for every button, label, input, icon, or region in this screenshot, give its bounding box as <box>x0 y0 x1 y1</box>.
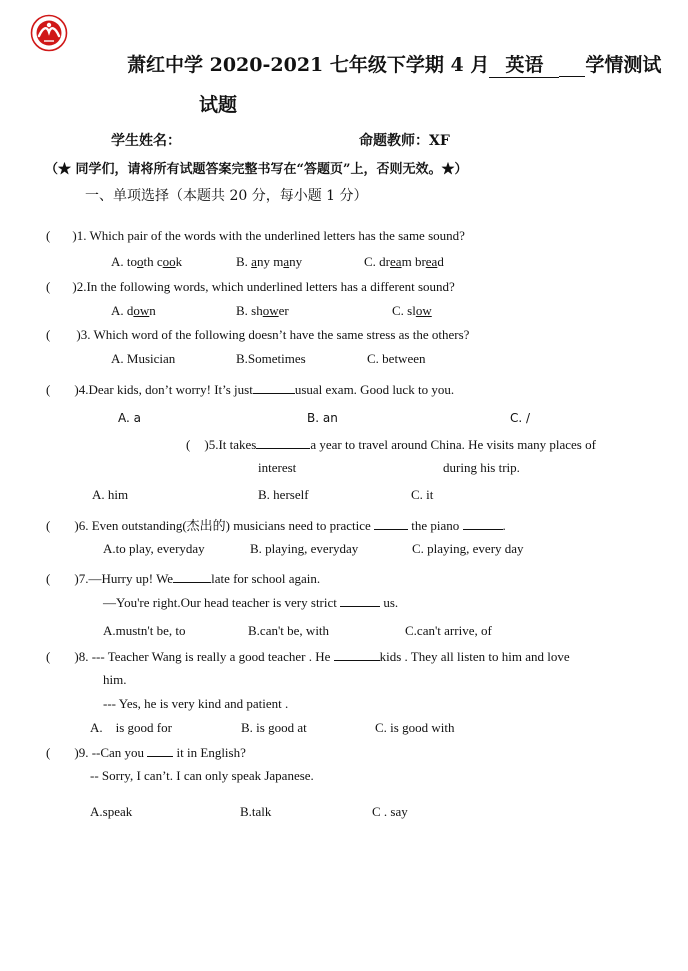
school-logo <box>30 14 68 52</box>
q5-option-b[interactable]: B. herself <box>258 487 309 502</box>
q4-option-b[interactable]: B. an <box>307 411 338 425</box>
q9-option-c[interactable]: C . say <box>372 804 408 819</box>
q6-option-c[interactable]: C. playing, every day <box>412 541 524 556</box>
q3-option-c[interactable]: C. between <box>367 351 426 366</box>
q7-option-b[interactable]: B.can't be, with <box>248 623 330 638</box>
q7-option-a[interactable]: A.mustn't be, to <box>103 623 186 638</box>
q8-option-c[interactable]: C. is good with <box>375 720 455 735</box>
subject-field: 英语 <box>489 50 559 78</box>
question-5-line2: interest <box>258 460 297 475</box>
question-3: ( )3. Which word of the following doesn’t have the same stress as the others? <box>46 327 470 342</box>
q2-option-b[interactable]: B. shower <box>236 303 289 318</box>
question-7: ( )7.—Hurry up! We late for school again. <box>46 571 321 586</box>
student-name-label: 学生姓名： <box>111 133 181 149</box>
question-4: ( )4.Dear kids, don’t worry! It’s just usual exam. Good luck to you. <box>46 382 455 397</box>
q7-option-c[interactable]: C.can't arrive, of <box>405 623 492 638</box>
q2-option-c[interactable]: C. slow <box>392 303 432 318</box>
question-8-reply: --- Yes, he is very kind and patient . <box>103 696 289 711</box>
q8-option-b[interactable]: B. is good at <box>241 720 307 735</box>
question-5: ( )5.It takes a year to travel around China. He visits many places of <box>186 437 596 452</box>
question-2: ( )2.In the following words, which underlined letters has a different sound? <box>46 279 455 294</box>
q9-option-b[interactable]: B.talk <box>240 804 272 819</box>
q5-option-c[interactable]: C. it <box>411 487 434 502</box>
q6-option-a[interactable]: A.to play, everyday <box>103 541 205 556</box>
q8-option-a[interactable]: A. is good for <box>90 720 172 735</box>
question-6: ( )6. Even outstanding(杰出的) musicians need to practice the piano . <box>46 518 506 533</box>
q6-option-b[interactable]: B. playing, everyday <box>250 541 359 556</box>
exam-title-line2: 试题 <box>199 94 238 116</box>
q2-option-a[interactable]: A. down <box>111 303 156 318</box>
question-8-line2: him. <box>103 672 127 687</box>
section-heading: 一、单项选择（本题共 20 分，每小题 1 分） <box>85 188 368 204</box>
question-7-reply: —You're right.Our head teacher is very strict us. <box>103 595 399 610</box>
exam-title: 萧红中学 2020-2021 七年级下学期 4 月 英语 学情测试 <box>127 50 661 78</box>
q9-option-a[interactable]: A.speak <box>90 804 133 819</box>
q1-option-a[interactable]: A. tooth cook <box>111 254 183 269</box>
question-8: ( )8. --- Teacher Wang is really a good teacher . He kids . They all listen to him and love <box>46 649 570 664</box>
q4-option-a[interactable]: A. a <box>118 411 141 425</box>
q5-option-a[interactable]: A. him <box>92 487 129 502</box>
q1-option-b[interactable]: B. any many <box>236 254 303 269</box>
teacher-label: 命题教师：XF <box>359 133 450 149</box>
q3-option-a[interactable]: A. Musician <box>111 351 176 366</box>
q3-option-b[interactable]: B.Sometimes <box>236 351 306 366</box>
question-9: ( )9. --Can you it in English? <box>46 745 246 760</box>
q4-option-c[interactable]: C. / <box>510 411 531 425</box>
notice: （★ 同学们，请将所有试题答案完整书写在“答题页”上，否则无效。★） <box>45 162 468 177</box>
question-1: ( )1. Which pair of the words with the underlined letters has the same sound? <box>46 228 465 243</box>
question-9-reply: -- Sorry, I can’t. I can only speak Japanese. <box>90 768 314 783</box>
q1-option-c[interactable]: C. dream bread <box>364 254 444 269</box>
question-5-line2b: during his trip. <box>443 460 520 475</box>
